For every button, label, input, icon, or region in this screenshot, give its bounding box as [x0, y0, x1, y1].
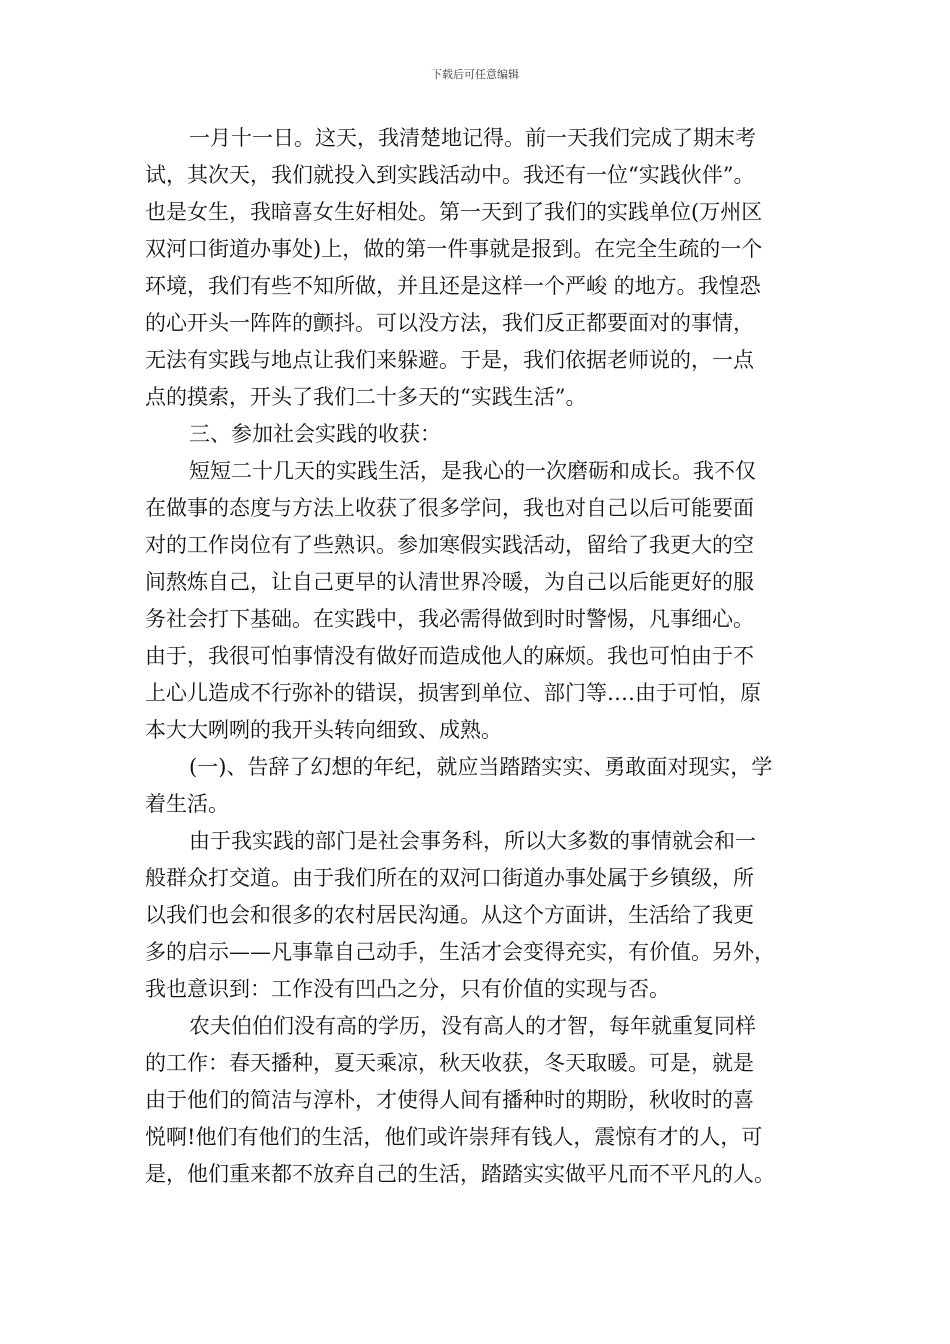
text-line: 以我们也会和很多的农村居民沟通。从这个方面讲，生活给了我更 [145, 903, 754, 927]
page-header: 下载后可任意编辑 [431, 68, 519, 81]
text-line: 般群众打交道。由于我们所在的双河口街道办事处属于乡镇级，所 [145, 866, 754, 890]
text-line: 短短二十几天的实践生活，是我心的一次磨砺和成长。我不仅 [189, 459, 756, 483]
text-line: 也是女生，我暗喜女生好相处。第一天到了我们的实践单位(万州区 [145, 200, 763, 224]
text-line: 双河口街道办事处)上，做的第一件事就是报到。在完全生疏的一个 [145, 237, 763, 261]
text-line: 悦啊!他们有他们的生活，他们或许崇拜有钱人，震惊有才的人，可 [145, 1125, 763, 1149]
text-line: 的心开头一阵阵的颤抖。可以没方法，我们反正都要面对的事情， [145, 311, 754, 335]
text-line: 间熬炼自己，让自己更早的认清世界冷暖，为自己以后能更好的服 [145, 570, 754, 594]
text-line: 农夫伯伯们没有高的学历，没有高人的才智，每年就重复同样 [189, 1014, 756, 1038]
text-line: 由于，我很可怕事情没有做好而造成他人的麻烦。我也可怕由于不 [145, 644, 754, 668]
text-line: 试，其次天，我们就投入到实践活动中。我还有一位“实践伙伴”。 [145, 163, 755, 187]
text-line: 我也意识到：工作没有凹凸之分，只有价值的实现与否。 [145, 977, 670, 1001]
text-line: 的工作：春天播种，夏天乘凉，秋天收获，冬天取暖。可是，就是 [145, 1051, 754, 1075]
document-body [145, 120, 825, 1193]
text-line: 由于我实践的部门是社会事务科，所以大多数的事情就会和一 [189, 829, 756, 853]
text-line: 着生活。 [145, 792, 229, 816]
text-line: 是，他们重来都不放弃自己的生活，踏踏实实做平凡而不平凡的人。 [145, 1162, 775, 1186]
text-line: 一月十一日。这天，我清楚地记得。前一天我们完成了期末考 [189, 126, 756, 150]
text-line: 在做事的态度与方法上收获了很多学问，我也对自己以后可能要面 [145, 496, 754, 520]
text-line: 点的摸索，开头了我们二十多天的“实践生活”。 [145, 385, 587, 409]
text-line: 对的工作岗位有了些熟识。参加寒假实践活动，留给了我更大的空 [145, 533, 754, 557]
text-line: 由于他们的简洁与淳朴，才使得人间有播种时的期盼，秋收时的喜 [145, 1088, 754, 1112]
text-line: 无法有实践与地点让我们来躲避。于是，我们依据老师说的，一点 [145, 348, 754, 372]
text-line: 环境，我们有些不知所做，并且还是这样一个严峻 的地方。我惶恐 [145, 274, 761, 298]
text-line: 本大大咧咧的我开头转向细致、成熟。 [145, 718, 502, 742]
text-line: 务社会打下基础。在实践中，我必需得做到时时警惕，凡事细心。 [145, 607, 754, 631]
section-heading: 三、参加社会实践的收获： [189, 422, 441, 446]
text-line: 上心儿造成不行弥补的错误，损害到单位、部门等‥‥由于可怕，原 [145, 681, 762, 705]
text-line: 多的启示——凡事靠自己动手，生活才会变得充实，有价值。另外， [145, 940, 775, 964]
subsection-heading: (一)、告辞了幻想的年纪，就应当踏踏实实、勇敢面对现实，学 [189, 755, 773, 779]
